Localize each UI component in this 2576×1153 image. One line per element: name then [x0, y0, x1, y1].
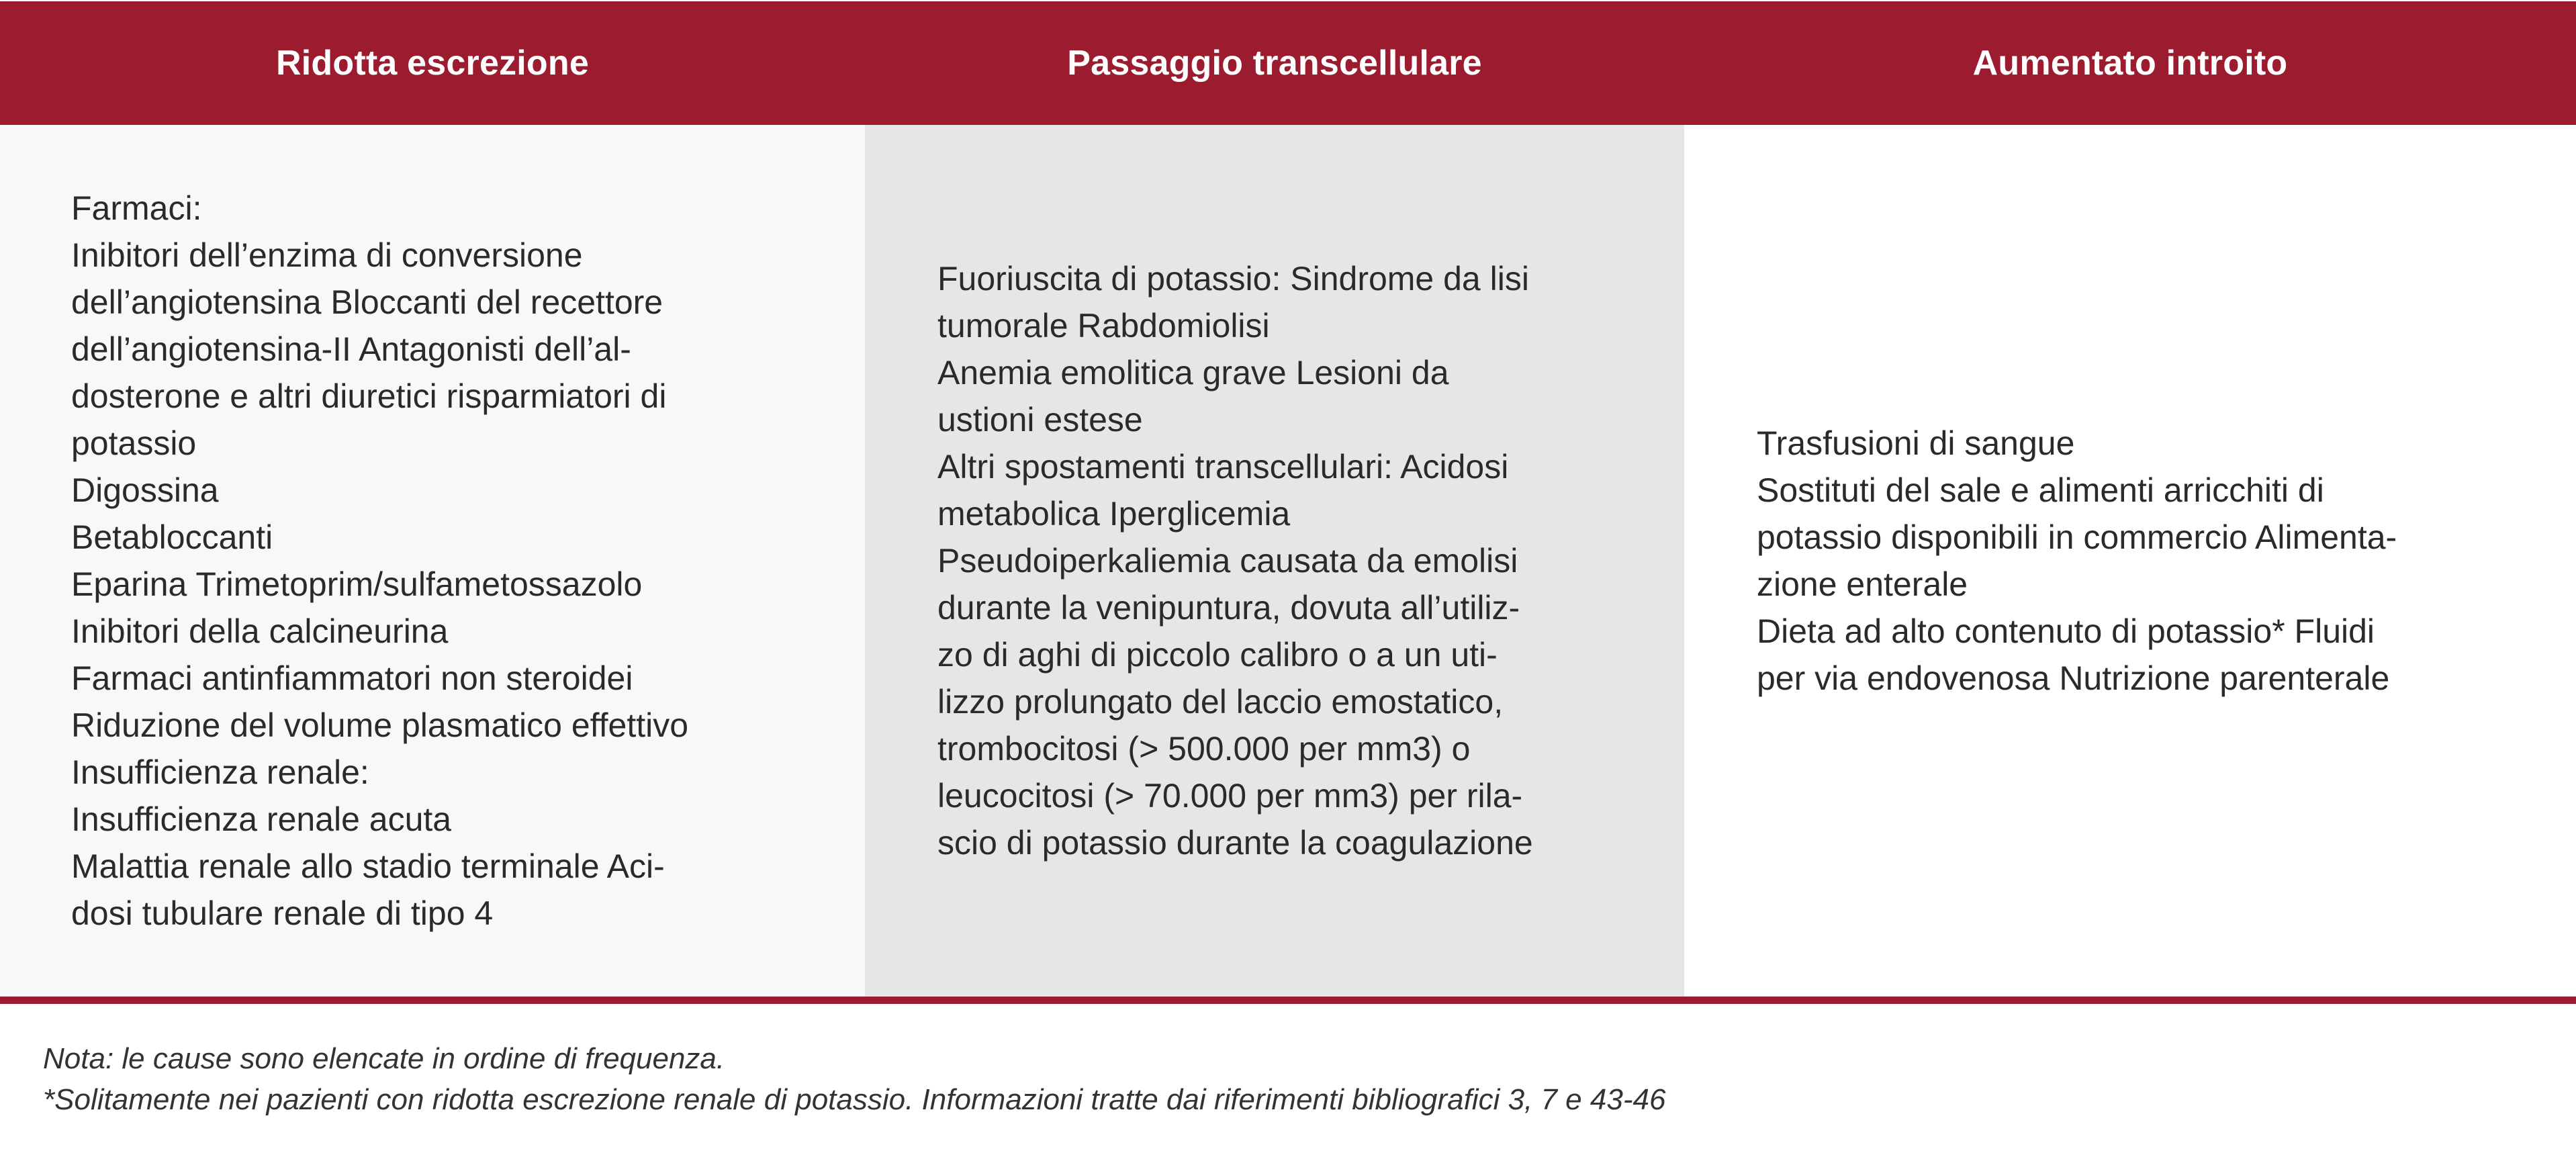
note-order: Nota: le cause sono elencate in ordine di frequenza. — [43, 1042, 725, 1075]
note-footnote: *Solitamente nei pazienti con ridotta escrezione renale di potassio. Informazioni tratte dai riferimenti bibliografici 3, 7 e 43-46 — [43, 1083, 1666, 1116]
cell-line: Dieta ad alto contenuto di potassio* Fluidi — [1757, 612, 2375, 650]
cell-aumentato-introito — [1684, 125, 2576, 997]
causes-table — [0, 1, 2576, 1004]
table-body-row — [0, 125, 2576, 997]
table-bottom-rule — [0, 997, 2576, 1004]
cell-text-block — [71, 185, 688, 937]
cell-text-block — [937, 255, 1533, 866]
cell-line: Insufficienza renale acuta — [71, 800, 452, 838]
cell-line: Inibitori della calcineurina — [71, 612, 449, 650]
cell-ridotta-escrezione — [0, 125, 865, 997]
cell-passaggio-transcellulare — [865, 125, 1684, 997]
cell-line: leucocitosi (> 70.000 per mm3) per rila- — [937, 777, 1523, 815]
cell-line: scio di potassio durante la coagulazione — [937, 824, 1533, 862]
cell-line: Malattia renale allo stadio terminale Aci- — [71, 847, 665, 885]
header-ridotta-escrezione: Ridotta escrezione — [276, 44, 589, 83]
cell-line: trombocitosi (> 500.000 per mm3) o — [937, 730, 1471, 768]
cell-line: dell’angiotensina-II Antagonisti dell’al- — [71, 330, 631, 368]
header-passaggio-transcellulare: Passaggio transcellulare — [1067, 44, 1482, 83]
cell-line: Altri spostamenti transcellulari: Acidosi — [937, 448, 1509, 486]
cell-line: durante la venipuntura, dovuta all’utiliz- — [937, 589, 1520, 627]
cell-line: ustioni estese — [937, 401, 1143, 439]
header-aumentato-introito: Aumentato introito — [1972, 44, 2288, 83]
cell-line: Betabloccanti — [71, 518, 273, 556]
table-notes — [43, 1038, 1665, 1120]
cell-line: Eparina Trimetoprim/sulfametossazolo — [71, 565, 643, 603]
cell-line: Trasfusioni di sangue — [1757, 424, 2075, 462]
cell-line: Farmaci antinfiammatori non steroidei — [71, 659, 633, 697]
cell-line: potassio disponibili in commercio Alimenta- — [1757, 518, 2397, 556]
cell-line: dosi tubulare renale di tipo 4 — [71, 894, 494, 932]
cell-line: per via endovenosa Nutrizione parenterale — [1757, 659, 2390, 697]
cell-line: tumorale Rabdomiolisi — [937, 307, 1270, 344]
cell-line: zione enterale — [1757, 565, 1968, 603]
cell-line: metabolica Iperglicemia — [937, 495, 1291, 533]
cell-line: Digossina — [71, 471, 219, 509]
cell-line: potassio — [71, 424, 197, 462]
cell-line: Anemia emolitica grave Lesioni da — [937, 354, 1449, 391]
cell-line: Insufficienza renale: — [71, 753, 369, 791]
cell-line: Pseudoiperkaliemia causata da emolisi — [937, 542, 1518, 580]
cell-line: zo di aghi di piccolo calibro o a un uti- — [937, 636, 1498, 674]
cell-line: lizzo prolungato del laccio emostatico, — [937, 683, 1504, 721]
table-header-row — [0, 1, 2576, 125]
cell-line: Farmaci: — [71, 189, 202, 227]
cell-line: Fuoriuscita di potassio: Sindrome da lisi — [937, 260, 1529, 297]
cell-line: dosterone e altri diuretici risparmiatori di — [71, 377, 667, 415]
cell-line: Riduzione del volume plasmatico effettivo — [71, 706, 689, 744]
cell-line: Sostituti del sale e alimenti arricchiti di — [1757, 471, 2324, 509]
cell-line: dell’angiotensina Bloccanti del recettore — [71, 283, 663, 321]
cell-line: Inibitori dell’enzima di conversione — [71, 236, 583, 274]
cell-text-block — [1757, 420, 2397, 702]
